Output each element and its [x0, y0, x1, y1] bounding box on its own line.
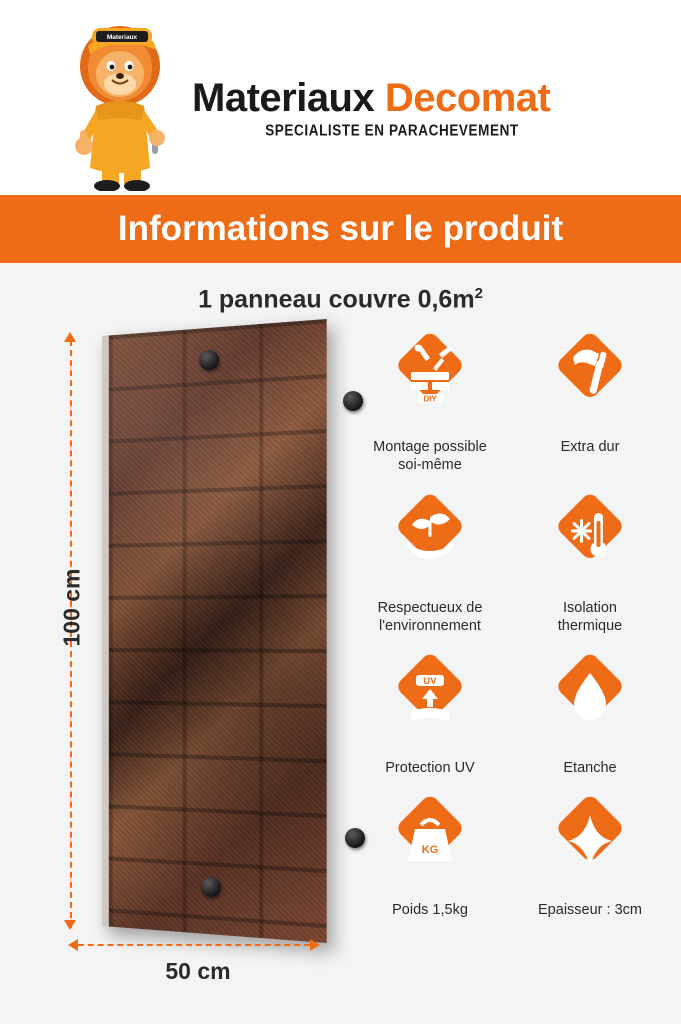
feature-label-line1: Montage possible: [373, 439, 487, 456]
hammer-nail-icon: [537, 328, 643, 434]
feature-label-line1: Extra dur: [560, 439, 620, 456]
feature-label-line2: l'environnement: [379, 617, 481, 634]
width-label: 50 cm: [165, 958, 231, 985]
feature-label: [378, 599, 483, 635]
svg-text:KG: KG: [421, 843, 439, 856]
mascot-lion-logo: [62, 6, 192, 191]
page-title: Informations sur le produit: [117, 209, 564, 248]
svg-text:Materiaux: Materiaux: [106, 34, 138, 41]
feature-label-line1: Etanche: [563, 759, 617, 776]
feature-label-line1: Isolation: [562, 599, 617, 616]
feature-label-line2: thermique: [557, 617, 623, 634]
feature-label-line1: Respectueux de: [377, 599, 483, 616]
feature-grid: [350, 328, 670, 919]
brick-panel-image: [102, 319, 327, 943]
feature-label-line1: Epaisseur : 3cm: [538, 901, 642, 918]
feature-item: [350, 791, 510, 919]
feature-item: [350, 649, 510, 777]
feature-item: [350, 489, 510, 635]
arrow-right-icon: [310, 939, 320, 951]
feature-label: [392, 901, 468, 919]
feature-item: [510, 791, 670, 919]
feature-item: [510, 649, 670, 777]
brand-name-part2: Decomat: [384, 76, 551, 120]
feature-label: [563, 759, 616, 777]
coverage-text: 1 panneau couvre 0,6m: [198, 285, 475, 314]
feature-item: [350, 328, 510, 474]
arrow-up-icon: [64, 332, 76, 342]
uv-sun-protection-icon: [377, 649, 483, 755]
header: [0, 0, 681, 195]
arrow-down-icon: [64, 920, 76, 930]
eco-hand-plant-icon: [377, 489, 483, 595]
feature-label-line1: Poids 1,5kg: [392, 901, 468, 918]
weight-kg-icon: [377, 791, 483, 897]
waterdrop-icon: [537, 649, 643, 755]
arrow-left-icon: [68, 939, 78, 951]
thermometer-snowflake-icon: [537, 489, 643, 595]
thickness-star-icon: [537, 791, 643, 897]
feature-label: [558, 599, 622, 635]
feature-item: [510, 328, 670, 474]
diy-trowel-brick-icon: [377, 328, 483, 434]
brand-wordmark: [192, 78, 622, 138]
coverage-subtitle: [0, 263, 681, 314]
svg-text:UV: UV: [423, 675, 437, 687]
height-label: 100 cm: [58, 568, 85, 647]
feature-label: [538, 901, 642, 919]
feature-label-line1: Protection UV: [385, 759, 475, 776]
feature-label: [373, 438, 487, 474]
main-content: [0, 314, 681, 1004]
brand-tagline: SPECIALISTE EN PARACHEVEMENT: [265, 121, 519, 140]
coverage-exponent: 2: [474, 285, 483, 302]
feature-item: [510, 489, 670, 635]
panel-illustration: [58, 328, 360, 985]
svg-text:DIY: DIY: [423, 394, 437, 404]
feature-label-line2: soi-même: [398, 457, 462, 474]
banner: [0, 195, 681, 263]
feature-label: [385, 759, 474, 777]
brand-name-part1: Materiaux: [192, 76, 375, 120]
feature-label: [561, 438, 620, 456]
